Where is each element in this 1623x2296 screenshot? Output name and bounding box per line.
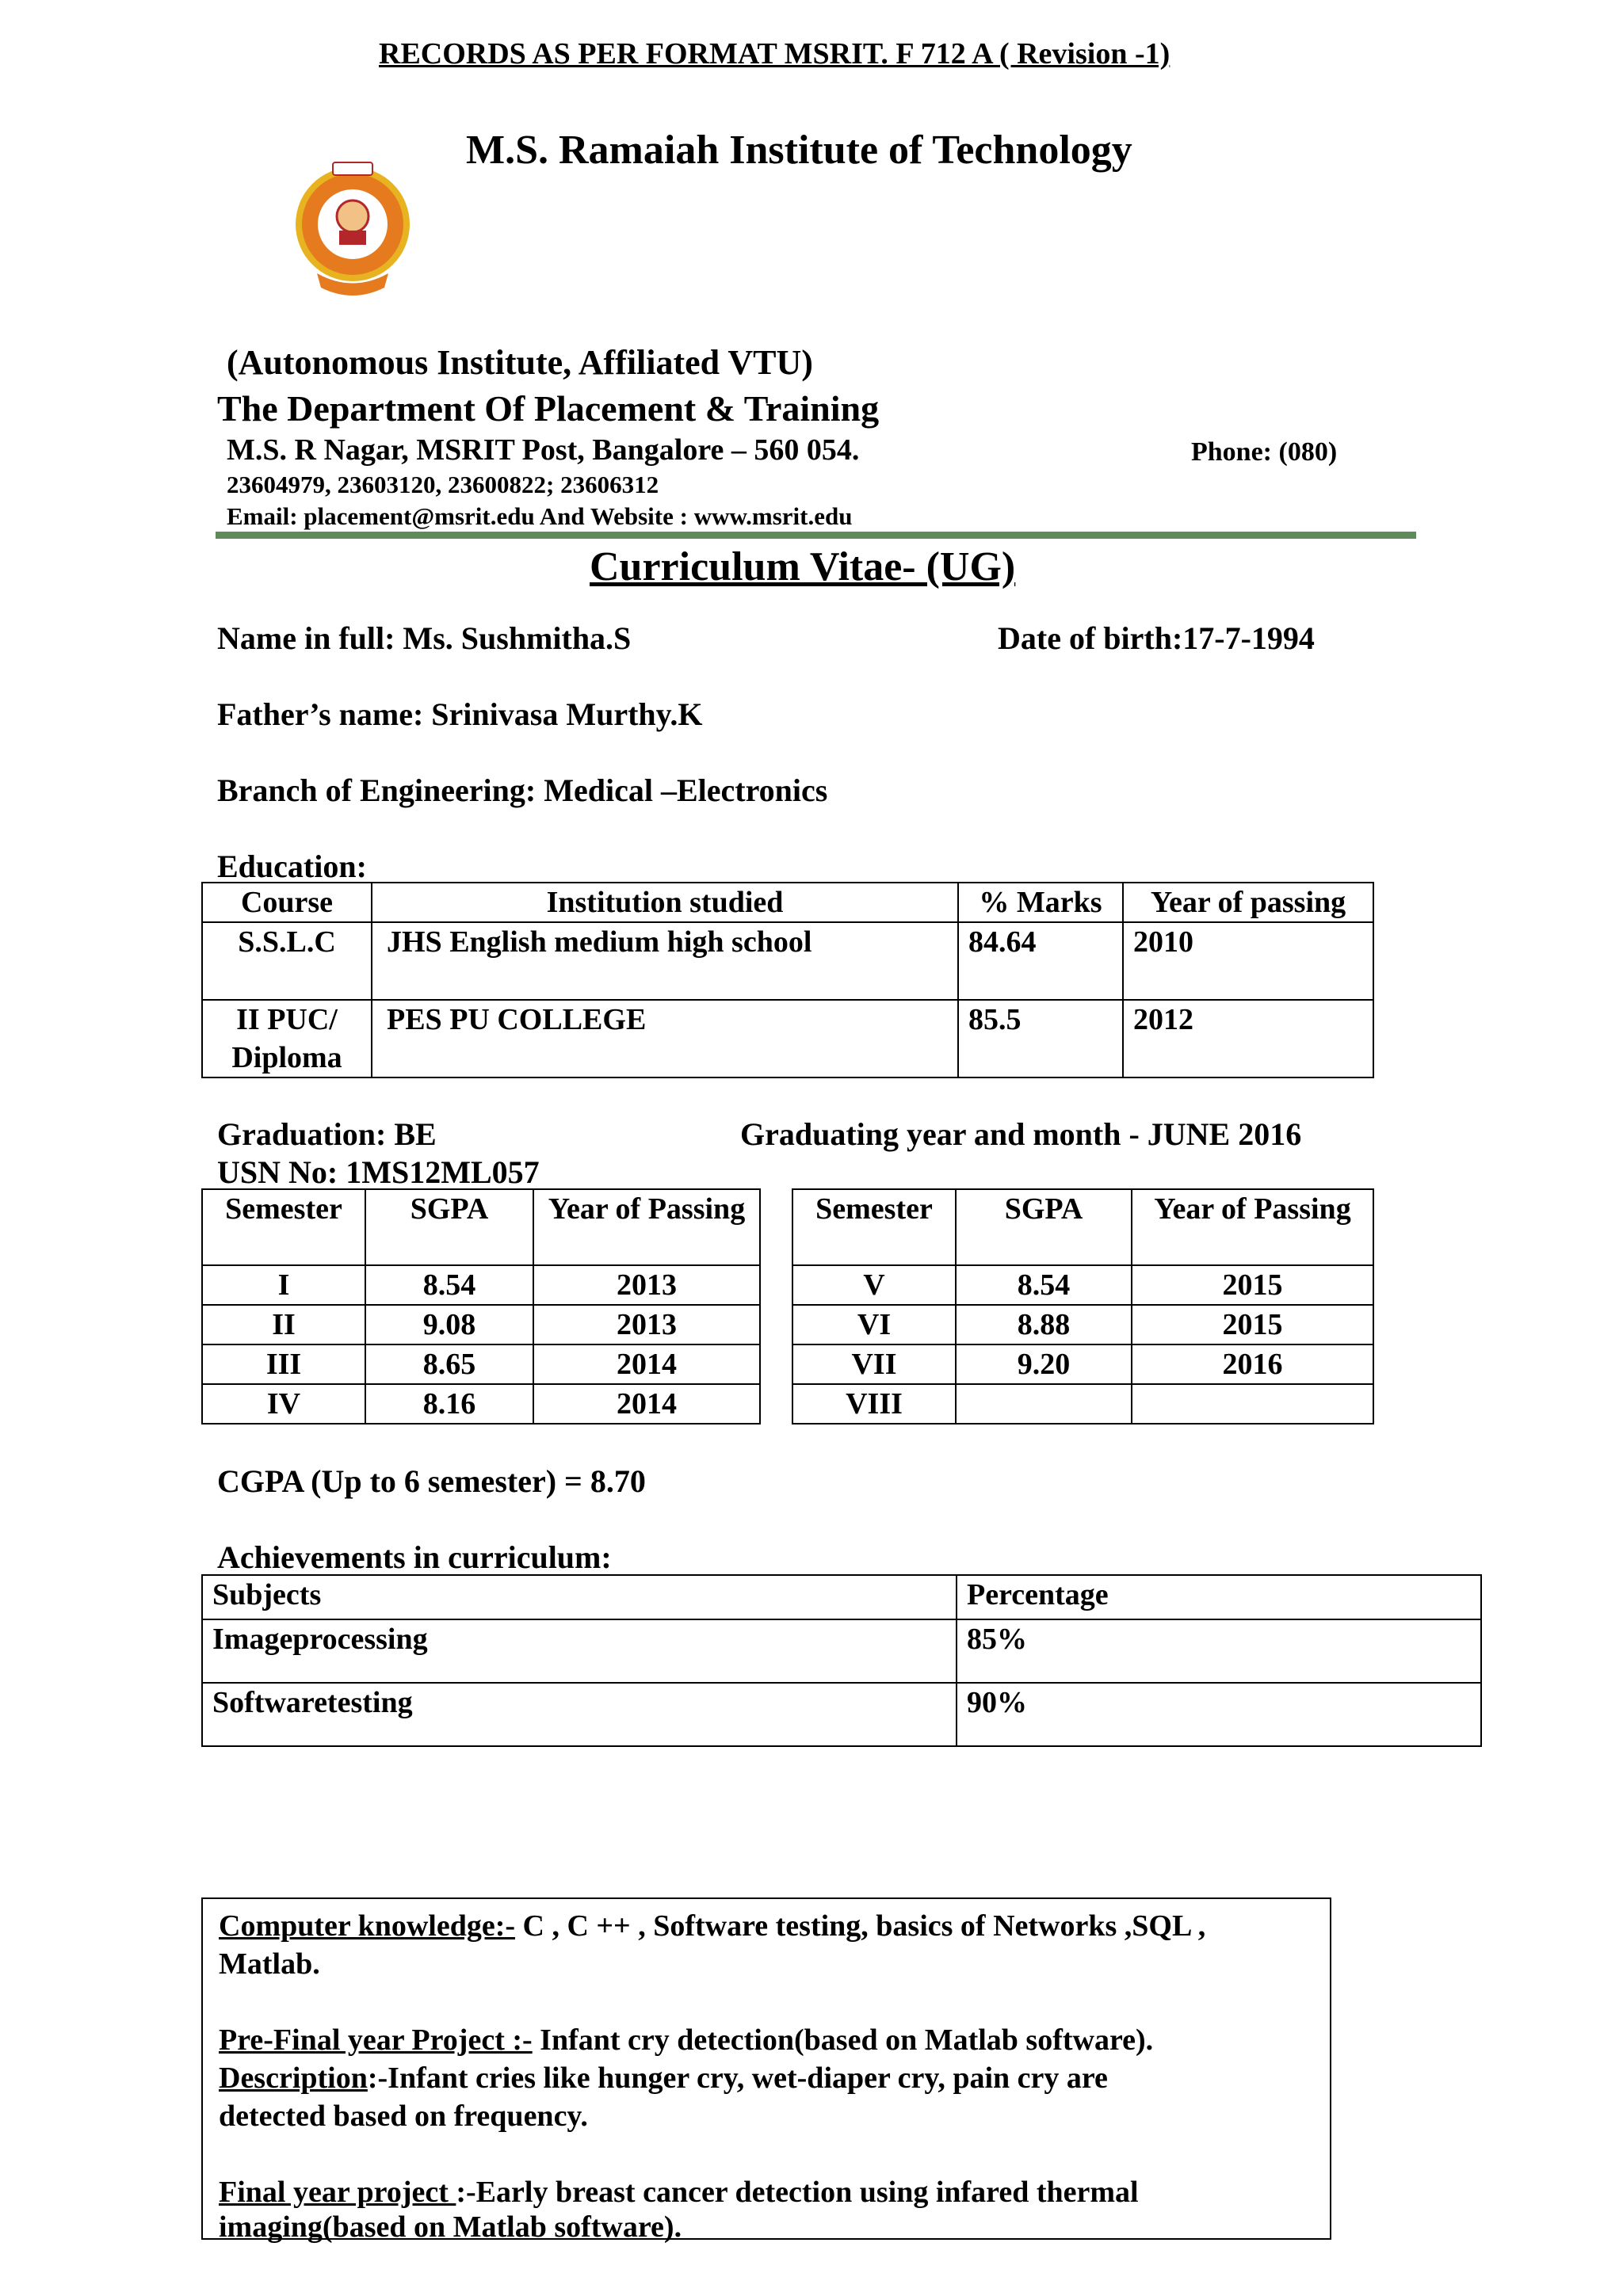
usn-number: USN No: 1MS12ML057 bbox=[217, 1154, 540, 1190]
header-cell: Course bbox=[202, 883, 372, 922]
header-cell: % Marks bbox=[958, 883, 1123, 922]
marks-cell: 85.5 bbox=[958, 1000, 1123, 1077]
prefinal-project-line bbox=[219, 2021, 1153, 2059]
sgpa-cell: 8.16 bbox=[365, 1384, 533, 1424]
sgpa-cell: 9.20 bbox=[956, 1344, 1132, 1384]
table-row bbox=[792, 1265, 1373, 1305]
header-cell: Semester bbox=[792, 1189, 956, 1265]
date-of-birth: Date of birth:17-7-1994 bbox=[998, 620, 1315, 656]
semester-cell: I bbox=[202, 1265, 365, 1305]
header-rule bbox=[216, 532, 1416, 539]
phone-label: Phone: (080) bbox=[1191, 437, 1338, 467]
description-text: :-Infant cries like hunger cry, wet-diaper cry, pain cry are bbox=[367, 2061, 1108, 2095]
achievements-table bbox=[201, 1574, 1482, 1747]
table-row bbox=[202, 1305, 760, 1344]
phone-numbers: 23604979, 23603120, 23600822; 23606312 bbox=[227, 471, 659, 498]
year-cell: 2010 bbox=[1123, 922, 1373, 1000]
percentage-cell: 90% bbox=[957, 1683, 1481, 1746]
institution-cell: JHS English medium high school bbox=[372, 922, 958, 1000]
table-header-row bbox=[202, 883, 1373, 922]
subject-cell: Softwaretesting bbox=[202, 1683, 957, 1746]
email-website: Email: placement@msrit.edu And Website : www.msrit.edu bbox=[227, 502, 853, 530]
header-cell: Institution studied bbox=[372, 883, 958, 922]
table-row bbox=[202, 922, 1373, 1000]
father-name: Father’s name: Srinivasa Murthy.K bbox=[217, 696, 703, 732]
full-name: Name in full: Ms. Sushmitha.S bbox=[217, 620, 632, 656]
table-row bbox=[202, 1619, 1481, 1683]
computer-knowledge-line bbox=[219, 1907, 1205, 1945]
institute-name: M.S. Ramaiah Institute of Technology bbox=[466, 128, 1132, 173]
cgpa: CGPA (Up to 6 semester) = 8.70 bbox=[217, 1463, 646, 1499]
table-row bbox=[792, 1344, 1373, 1384]
table-row bbox=[202, 1000, 1373, 1077]
achievements-label: Achievements in curriculum: bbox=[217, 1539, 612, 1575]
branch: Branch of Engineering: Medical –Electronics bbox=[217, 772, 828, 808]
table-row bbox=[202, 1265, 760, 1305]
header-cell: Year of passing bbox=[1123, 883, 1373, 922]
table-row bbox=[202, 1683, 1481, 1746]
computer-knowledge-text: C , C ++ , Software testing, basics of Networks ,SQL , bbox=[515, 1909, 1206, 1943]
subject-cell: Imageprocessing bbox=[202, 1619, 957, 1683]
year-cell: 2015 bbox=[1132, 1265, 1373, 1305]
education-table bbox=[201, 882, 1374, 1078]
semester-cell: IV bbox=[202, 1384, 365, 1424]
sgpa-cell: 8.54 bbox=[956, 1265, 1132, 1305]
final-project-line bbox=[219, 2173, 1139, 2211]
final-project-label: Final year project bbox=[219, 2176, 456, 2209]
year-cell: 2014 bbox=[533, 1344, 760, 1384]
semester-cell: VIII bbox=[792, 1384, 956, 1424]
computer-knowledge-label: Computer knowledge:- bbox=[219, 1909, 516, 1943]
table-row bbox=[792, 1305, 1373, 1344]
year-cell: 2016 bbox=[1132, 1344, 1373, 1384]
semester-cell: VI bbox=[792, 1305, 956, 1344]
table-header-row bbox=[202, 1575, 1481, 1619]
graduation-degree: Graduation: BE bbox=[217, 1116, 437, 1152]
sgpa-cell: 8.54 bbox=[365, 1265, 533, 1305]
sgpa-cell: 8.65 bbox=[365, 1344, 533, 1384]
course-cell: S.S.L.C bbox=[202, 922, 372, 1000]
semester-table-left bbox=[201, 1188, 761, 1425]
prefinal-project-text: Infant cry detection(based on Matlab software). bbox=[532, 2023, 1154, 2057]
table-header-row bbox=[202, 1189, 760, 1265]
header-cell: Year of Passing bbox=[1132, 1189, 1373, 1265]
year-cell: 2014 bbox=[533, 1384, 760, 1424]
address: M.S. R Nagar, MSRIT Post, Bangalore – 560 054. bbox=[227, 433, 860, 467]
table-header-row bbox=[792, 1189, 1373, 1265]
header-cell: Year of Passing bbox=[533, 1189, 760, 1265]
year-cell: 2013 bbox=[533, 1305, 760, 1344]
semester-cell: III bbox=[202, 1344, 365, 1384]
sgpa-cell bbox=[956, 1384, 1132, 1424]
semester-table-right bbox=[792, 1188, 1374, 1425]
semester-cell: VII bbox=[792, 1344, 956, 1384]
institution-cell: PES PU COLLEGE bbox=[372, 1000, 958, 1077]
description-cont: detected based on frequency. bbox=[219, 2100, 588, 2133]
sgpa-cell: 9.08 bbox=[365, 1305, 533, 1344]
final-project-text: :-Early breast cancer detection using infared thermal bbox=[456, 2176, 1139, 2209]
description-line bbox=[219, 2059, 1108, 2097]
table-row bbox=[202, 1344, 760, 1384]
marks-cell: 84.64 bbox=[958, 922, 1123, 1000]
year-cell bbox=[1132, 1384, 1373, 1424]
table-row bbox=[792, 1384, 1373, 1424]
header-cell: SGPA bbox=[956, 1189, 1132, 1265]
affiliation: (Autonomous Institute, Affiliated VTU) bbox=[227, 343, 813, 382]
header-cell: Semester bbox=[202, 1189, 365, 1265]
year-cell: 2012 bbox=[1123, 1000, 1373, 1077]
skills-box bbox=[201, 1897, 1331, 2244]
header-cell: Percentage bbox=[957, 1575, 1481, 1619]
course-cell: II PUC/ Diploma bbox=[202, 1000, 372, 1077]
year-cell: 2015 bbox=[1132, 1305, 1373, 1344]
semester-cell: V bbox=[792, 1265, 956, 1305]
institute-seal-icon bbox=[293, 154, 412, 305]
computer-knowledge-cont: Matlab. bbox=[219, 1947, 320, 1981]
semester-cell: II bbox=[202, 1305, 365, 1344]
graduating-year: Graduating year and month - JUNE 2016 bbox=[740, 1116, 1302, 1152]
final-project-cont: imaging(based on Matlab software). bbox=[219, 2210, 682, 2244]
department-name: The Department Of Placement & Training bbox=[217, 388, 880, 429]
year-cell: 2013 bbox=[533, 1265, 760, 1305]
format-line: RECORDS AS PER FORMAT MSRIT. F 712 A ( Revision -1) bbox=[379, 37, 1170, 71]
cv-title: Curriculum Vitae- (UG) bbox=[590, 544, 1016, 589]
sgpa-cell: 8.88 bbox=[956, 1305, 1132, 1344]
percentage-cell: 85% bbox=[957, 1619, 1481, 1683]
prefinal-project-label: Pre-Final year Project :- bbox=[219, 2023, 533, 2057]
header-cell: SGPA bbox=[365, 1189, 533, 1265]
header-cell: Subjects bbox=[202, 1575, 957, 1619]
description-label: Description bbox=[219, 2061, 368, 2095]
education-label: Education: bbox=[217, 849, 367, 884]
table-row bbox=[202, 1384, 760, 1424]
